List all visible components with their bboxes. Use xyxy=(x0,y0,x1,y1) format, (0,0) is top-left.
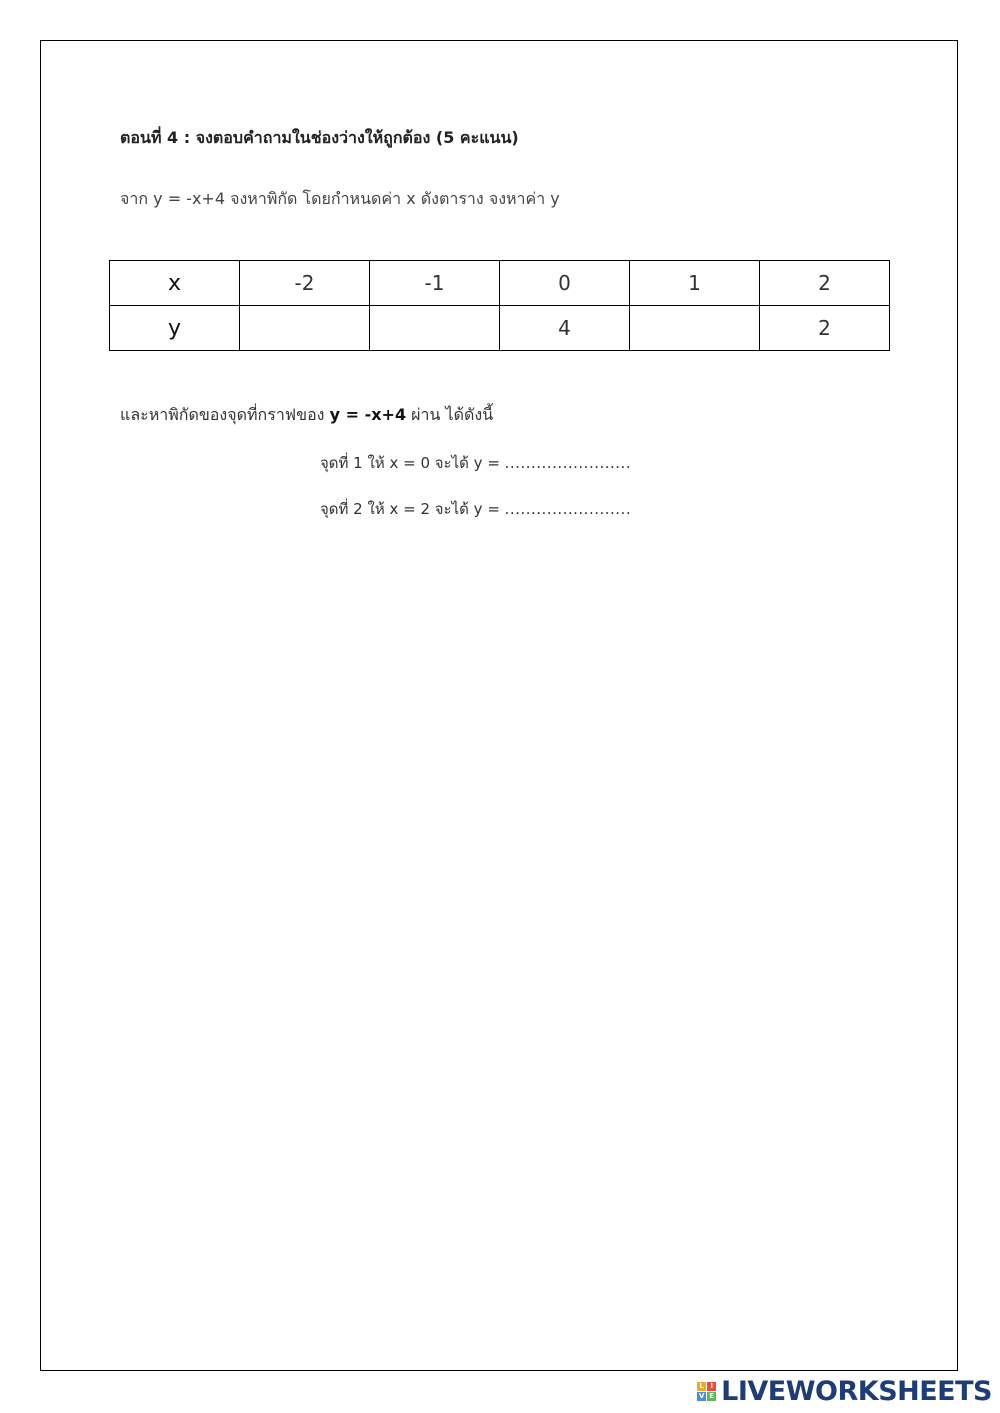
section-title: ตอนที่ 4 : จงตอบคำถามในช่องว่างให้ถูกต้อง (5 คะแนน) xyxy=(120,128,519,147)
table-row-y xyxy=(110,306,890,351)
point-2-answer-blank[interactable]: ........................ xyxy=(504,500,632,518)
y-value-cell: 4 xyxy=(500,306,630,351)
table-row-x xyxy=(110,261,890,306)
point-1-line xyxy=(320,451,631,475)
point-1-text: จุดที่ 1 ให้ x = 0 จะได้ y = xyxy=(320,454,505,472)
y-value-cell: 2 xyxy=(760,306,890,351)
x-cell: 0 xyxy=(500,261,630,306)
logo-mark-icon xyxy=(697,1382,716,1401)
logo-mark-tile: E xyxy=(707,1392,716,1401)
prompt-equation: y = -x+4 xyxy=(329,405,407,424)
row-label-x: x xyxy=(110,261,240,306)
prompt-text: และหาพิกัดของจุดที่กราฟของ xyxy=(120,405,325,424)
page-frame xyxy=(40,40,958,1371)
point-2-line xyxy=(320,497,631,521)
point-2-text: จุดที่ 2 ให้ x = 2 จะได้ y = xyxy=(320,500,505,518)
point-1-answer-blank[interactable]: ........................ xyxy=(504,454,632,472)
instruction-text: จาก y = -x+4 จงหาพิกัด โดยกำหนดค่า x ดังตาราง จงหาค่า y xyxy=(120,189,560,208)
logo-mark-tile: L xyxy=(697,1382,706,1391)
liveworksheets-logo xyxy=(697,1376,992,1407)
y-answer-cell[interactable] xyxy=(240,306,370,351)
y-answer-cell[interactable] xyxy=(630,306,760,351)
points-prompt xyxy=(120,403,493,428)
logo-mark-tile: V xyxy=(698,1392,705,1400)
logo-text: LIVEWORKSHEETS xyxy=(721,1376,992,1407)
x-cell: 1 xyxy=(630,261,760,306)
x-cell: -2 xyxy=(240,261,370,306)
x-cell: -1 xyxy=(370,261,500,306)
row-label-y: y xyxy=(110,306,240,351)
x-cell: 2 xyxy=(760,261,890,306)
xy-value-table xyxy=(109,260,890,351)
y-answer-cell[interactable] xyxy=(370,306,500,351)
logo-mark-tile: I xyxy=(707,1382,716,1391)
prompt-suffix: ผ่าน ได้ดังนี้ xyxy=(411,405,494,424)
